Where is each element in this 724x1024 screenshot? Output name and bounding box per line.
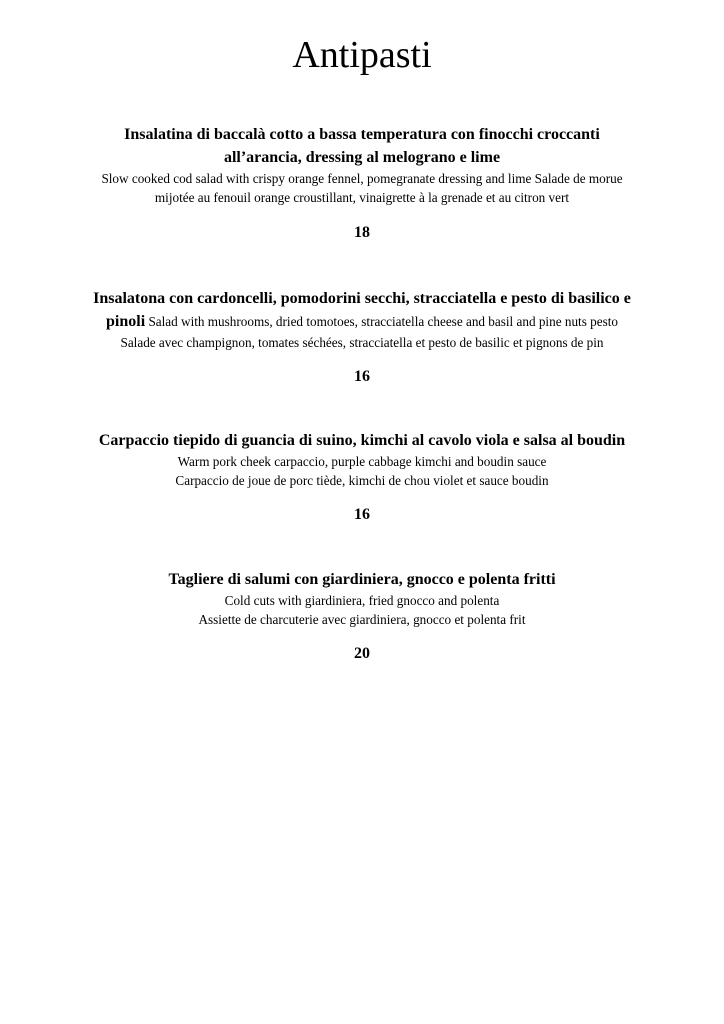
dish-name: Insalatona con cardoncelli, pomodorini secchi, stracciatella e pesto di basilico e — [93, 290, 631, 307]
dish-name: Insalatina di baccalà cotto a bassa temperatura con finocchi croccanti — [124, 126, 600, 143]
menu-item-cold-cuts-board — [60, 568, 664, 664]
dish-price: 16 — [354, 506, 370, 523]
dish-description: Salade avec champignon, tomates séchées, stracciatella et pesto de basilic et pignons de pin — [120, 335, 604, 350]
dish-description: Warm pork cheek carpaccio, purple cabbage kimchi and boudin sauce — [177, 454, 547, 469]
dish-price: 18 — [354, 224, 370, 241]
dish-price: 16 — [354, 368, 370, 385]
menu-item-cardoncelli-salad — [60, 287, 664, 387]
dish-name: Tagliere di salumi con giardiniera, gnocco e polenta fritti — [168, 571, 556, 588]
dish-name: pinoli — [106, 313, 146, 330]
menu-item-baccala-salad — [60, 123, 664, 243]
dish-description: mijotée au fenouil orange croustillant, vinaigrette à la grenade et au citron vert — [154, 190, 570, 205]
dish-description: Salad with mushrooms, dried tomotoes, stracciatella cheese and basil and pine nuts pesto — [148, 314, 618, 329]
dish-price: 20 — [354, 645, 370, 662]
page-title: Antipasti — [292, 34, 432, 76]
dish-description: Assiette de charcuterie avec giardiniera, gnocco et polenta frit — [198, 612, 526, 627]
menu-item-pork-carpaccio — [60, 429, 664, 525]
dish-description: Carpaccio de joue de porc tiède, kimchi de chou violet et sauce boudin — [175, 473, 549, 488]
dish-description: Slow cooked cod salad with crispy orange fennel, pomegranate dressing and lime Salade de morue — [101, 171, 623, 186]
dish-name-and-description — [60, 310, 664, 333]
dish-name: all’arancia, dressing al melograno e lime — [223, 149, 501, 166]
dish-name: Carpaccio tiepido di guancia di suino, kimchi al cavolo viola e salsa al boudin — [98, 432, 626, 449]
dish-description: Cold cuts with giardiniera, fried gnocco and polenta — [224, 593, 500, 608]
